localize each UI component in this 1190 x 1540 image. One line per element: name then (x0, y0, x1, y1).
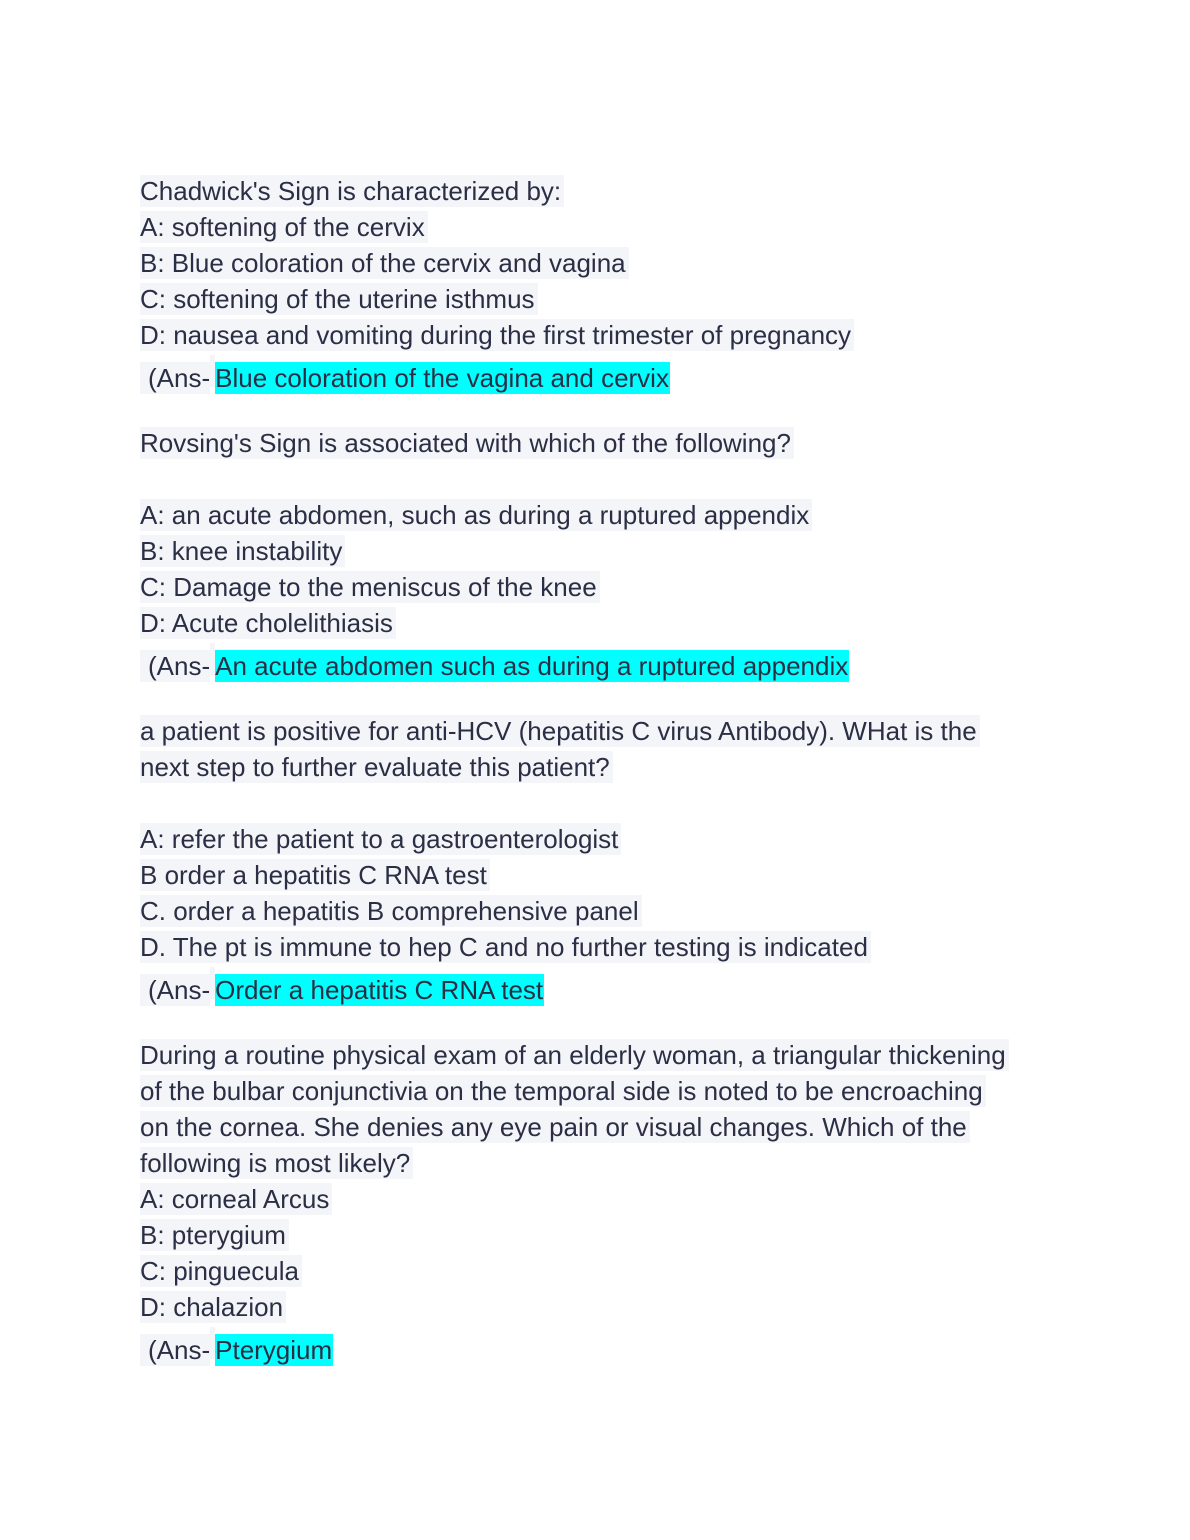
answer-option: D: nausea and vomiting during the first trimester of pregnancy (140, 317, 1060, 353)
answer-option: B order a hepatitis C RNA test (140, 857, 1060, 893)
spacer (140, 389, 1060, 425)
question-stem: of the bulbar conjunctivia on the temporal side is noted to be encroaching (140, 1073, 1060, 1109)
answer-line (140, 353, 1060, 393)
answer-option: C: pinguecula (140, 1253, 1060, 1289)
answer-prefix: (Ans- (140, 1334, 210, 1366)
answer-option: A: softening of the cervix (140, 209, 1060, 245)
spacer (140, 785, 1060, 821)
question-stem: following is most likely? (140, 1145, 1060, 1181)
question-block (140, 173, 1060, 393)
question-stem: Rovsing's Sign is associated with which of the following? (140, 425, 1060, 461)
answer-option: C: softening of the uterine isthmus (140, 281, 1060, 317)
answer-option: B: Blue coloration of the cervix and vagina (140, 245, 1060, 281)
answer-option: C: Damage to the meniscus of the knee (140, 569, 1060, 605)
question-stem: Chadwick's Sign is characterized by: (140, 173, 1060, 209)
answer-option: B: pterygium (140, 1217, 1060, 1253)
question-block (140, 425, 1060, 681)
document-page (140, 173, 1060, 1365)
highlighted-answer: Order a hepatitis C RNA test (215, 975, 544, 1005)
question-stem: During a routine physical exam of an elderly woman, a triangular thickening (140, 1037, 1060, 1073)
highlighted-answer: Blue coloration of the vagina and cervix (215, 363, 669, 393)
answer-option: D. The pt is immune to hep C and no further testing is indicated (140, 929, 1060, 965)
answer-line (140, 1325, 1060, 1365)
question-block (140, 1037, 1060, 1365)
question-stem: a patient is positive for anti-HCV (hepatitis C virus Antibody). WHat is the (140, 713, 1060, 749)
spacer (140, 677, 1060, 713)
spacer (140, 461, 1060, 497)
answer-prefix: (Ans- (140, 650, 210, 682)
answer-option: B: knee instability (140, 533, 1060, 569)
answer-option: D: chalazion (140, 1289, 1060, 1325)
question-block (140, 713, 1060, 1005)
answer-option: A: an acute abdomen, such as during a ruptured appendix (140, 497, 1060, 533)
highlighted-answer: An acute abdomen such as during a ruptured appendix (215, 651, 849, 681)
answer-prefix: (Ans- (140, 362, 210, 394)
answer-option: C. order a hepatitis B comprehensive panel (140, 893, 1060, 929)
question-stem: on the cornea. She denies any eye pain or visual changes. Which of the (140, 1109, 1060, 1145)
highlighted-answer: Pterygium (215, 1335, 333, 1365)
answer-option: D: Acute cholelithiasis (140, 605, 1060, 641)
answer-option: A: refer the patient to a gastroenterologist (140, 821, 1060, 857)
answer-line (140, 965, 1060, 1005)
answer-prefix: (Ans- (140, 974, 210, 1006)
question-stem: next step to further evaluate this patient? (140, 749, 1060, 785)
answer-line (140, 641, 1060, 681)
spacer (140, 1001, 1060, 1037)
answer-option: A: corneal Arcus (140, 1181, 1060, 1217)
